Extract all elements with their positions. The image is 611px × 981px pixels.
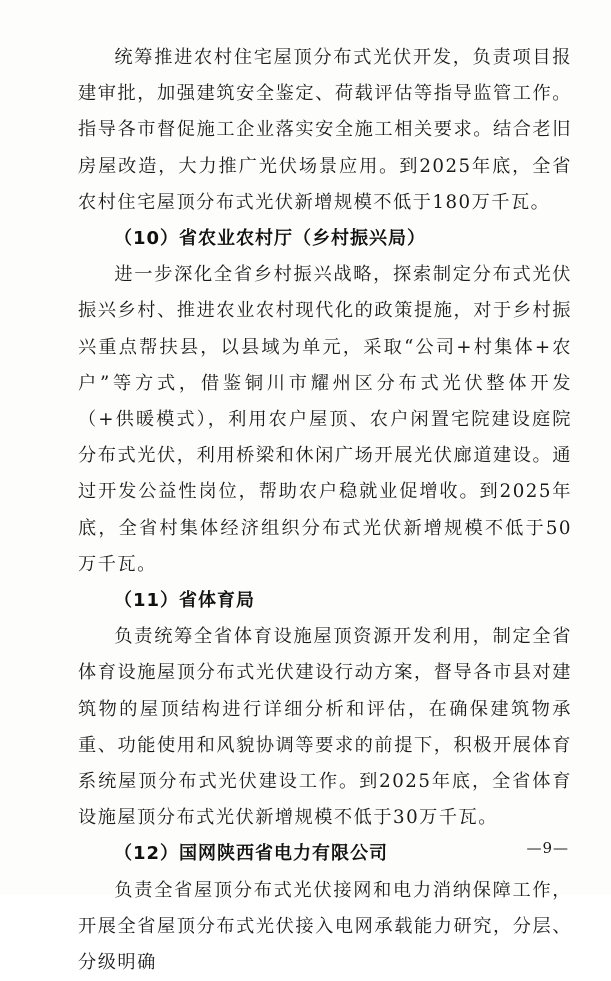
paragraph-sports: 负责统筹全省体育设施屋顶资源开发利用，制定全省体育设施屋顶分布式光伏建设行动方案，督导各市县对建筑物的屋顶结构进行详细分析和评估，在确保建筑物承重、功能使用和风貌协调等要求的前提下，积极开展体育系统屋顶分布式光伏建设工作。到2025年底，全省体育设施屋顶分布式光伏新增规模不低于30万千瓦。 bbox=[78, 626, 572, 829]
section-heading-sports: （11）省体育局 bbox=[114, 590, 256, 612]
section-heading-state-grid: （12）国网陕西省电力有限公司 bbox=[114, 843, 389, 865]
paragraph-state-grid: 负责全省屋顶分布式光伏接网和电力消纳保障工作，开展全省屋顶分布式光伏接入电网承载能力研究，分层、分级明确 bbox=[78, 879, 572, 974]
section-heading-agriculture: （10）省农业农村厅（乡村振兴局） bbox=[114, 228, 427, 250]
paragraph-agriculture: 进一步深化全省乡村振兴战略，探索制定分布式光伏振兴乡村、推进农业农村现代化的政策提施，对于乡村振兴重点帮扶县，以县域为单元，采取“公司+村集体+农户”等方式，借鉴铜川市耀州区分布式光伏整体开发（+供暖模式），利用农户屋顶、农户闲置宅院建设庭院分布式光伏，利用桥梁和休闲广场开展光伏廊道建设。通过开发公益性岗位，帮助农户稳就业促增收。到2025年底，全省村集体经济组织分布式光伏新增规模不低于50万千瓦。 bbox=[78, 264, 572, 575]
document-body bbox=[78, 40, 572, 981]
page-number: —9— bbox=[526, 839, 569, 857]
paragraph-rural-housing-pv: 统筹推进农村住宅屋顶分布式光伏开发，负责项目报建审批，加强建筑安全鉴定、荷载评估等指导监管工作。指导各市督促施工企业落实安全施工相关要求。结合老旧房屋改造，大力推广光伏场景应用。到2025年底，全省农村住宅屋顶分布式光伏新增规模不低于180万千瓦。 bbox=[78, 47, 572, 213]
